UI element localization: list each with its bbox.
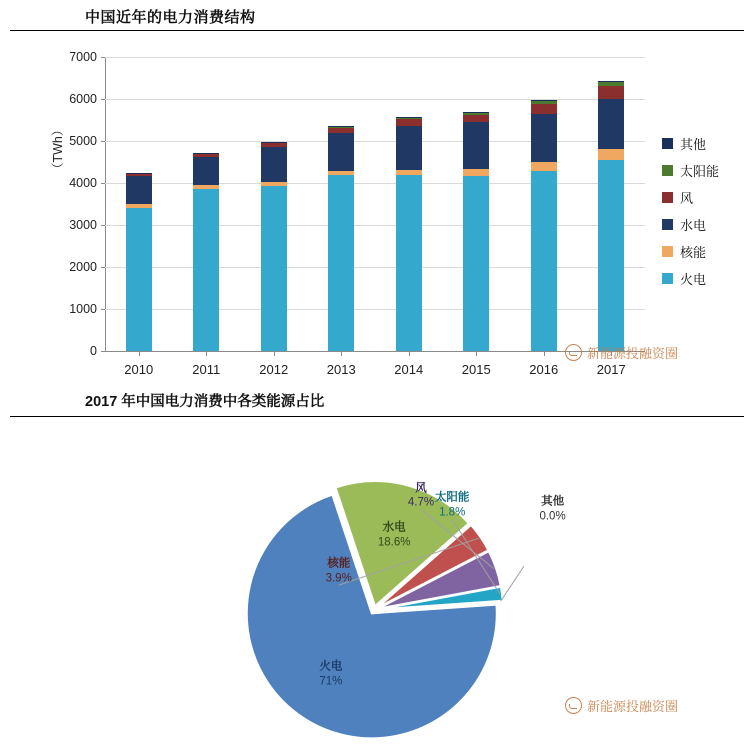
y-axis-tick bbox=[101, 351, 105, 352]
bar-segment bbox=[463, 176, 489, 351]
title-divider bbox=[10, 30, 744, 31]
pie-svg bbox=[224, 480, 524, 740]
y-axis-tick bbox=[101, 183, 105, 184]
y-axis-tick bbox=[101, 309, 105, 310]
y-axis-tick-label: 6000 bbox=[69, 92, 97, 106]
bar-segment bbox=[328, 175, 354, 351]
pie-slice-name: 其他 bbox=[541, 495, 565, 508]
bar-segment bbox=[328, 126, 354, 127]
bar-segment bbox=[463, 113, 489, 115]
pie-slice-label bbox=[435, 491, 470, 520]
pie-slice-name: 水电 bbox=[382, 521, 406, 534]
bar-segment bbox=[261, 186, 287, 351]
page-title: 中国近年的电力消费结构 bbox=[85, 9, 256, 26]
watermark-logo-icon bbox=[565, 344, 582, 361]
gridline bbox=[105, 267, 645, 268]
bar-segment bbox=[328, 171, 354, 176]
legend-swatch bbox=[662, 165, 673, 176]
bar-column bbox=[261, 142, 287, 351]
x-axis-tick bbox=[409, 352, 410, 356]
bar-segment bbox=[531, 104, 557, 114]
gridline bbox=[105, 225, 645, 226]
bar-segment bbox=[193, 189, 219, 351]
pie-slice-label bbox=[378, 521, 411, 550]
bar-segment bbox=[598, 81, 624, 82]
gridline bbox=[105, 57, 645, 58]
bar-segment bbox=[328, 127, 354, 133]
bar-segment bbox=[396, 126, 422, 170]
bar-column bbox=[463, 112, 489, 351]
pie-slice-value: 1.8% bbox=[439, 506, 466, 519]
y-axis-line bbox=[105, 57, 106, 352]
bar-segment bbox=[598, 149, 624, 159]
pie-slice-value: 3.9% bbox=[325, 572, 352, 585]
x-axis-tick bbox=[139, 352, 140, 356]
bar-column bbox=[531, 100, 557, 351]
watermark-logo-icon bbox=[565, 697, 582, 714]
bar-segment bbox=[396, 119, 422, 125]
x-axis-line bbox=[105, 351, 645, 352]
y-axis-tick-label: 2000 bbox=[69, 260, 97, 274]
bar-column bbox=[598, 81, 624, 351]
pie-slice-value: 0.0% bbox=[539, 510, 566, 523]
x-axis-tick-label: 2014 bbox=[394, 362, 424, 377]
bar-segment bbox=[531, 114, 557, 162]
watermark-text: 新能源投融资圈 bbox=[587, 346, 679, 361]
watermark-bottom bbox=[565, 696, 678, 715]
legend-label: 风 bbox=[680, 191, 694, 206]
x-axis-tick-label: 2015 bbox=[461, 362, 491, 377]
bar-segment bbox=[126, 204, 152, 207]
legend-item bbox=[662, 157, 750, 184]
x-axis-tick-label: 2011 bbox=[192, 362, 221, 377]
bar-chart-legend bbox=[662, 130, 750, 292]
bar-segment bbox=[463, 122, 489, 168]
x-axis-tick bbox=[476, 352, 477, 356]
y-axis-tick-label: 3000 bbox=[69, 218, 97, 232]
bar-segment bbox=[126, 176, 152, 205]
legend-swatch bbox=[662, 138, 673, 149]
legend-label: 核能 bbox=[680, 245, 707, 260]
bar-segment bbox=[598, 82, 624, 87]
bar-column bbox=[193, 154, 219, 351]
pie-slice-value: 18.6% bbox=[377, 536, 411, 549]
pie-slice-name: 太阳能 bbox=[434, 491, 470, 504]
pie-slice-name: 核能 bbox=[327, 557, 351, 570]
legend-item bbox=[662, 265, 750, 292]
bar-segment bbox=[396, 118, 422, 119]
y-axis-tick bbox=[101, 267, 105, 268]
bar-column bbox=[126, 173, 152, 351]
bar-segment bbox=[598, 99, 624, 149]
y-axis-tick-label: 0 bbox=[90, 344, 97, 358]
x-axis-tick-label: 2010 bbox=[124, 362, 154, 377]
legend-label: 水电 bbox=[680, 218, 707, 233]
bar-segment bbox=[193, 153, 219, 154]
pie-title-divider bbox=[10, 416, 744, 417]
bar-segment bbox=[463, 112, 489, 113]
legend-item bbox=[662, 211, 750, 238]
pie-chart-section bbox=[0, 418, 754, 756]
bar-segment bbox=[396, 117, 422, 118]
pie-chart-title: 2017 年中国电力消费中各类能源占比 bbox=[85, 394, 325, 410]
bar-segment bbox=[193, 157, 219, 185]
watermark-text: 新能源投融资圈 bbox=[587, 699, 679, 714]
bar-segment bbox=[531, 101, 557, 104]
bar-segment bbox=[531, 162, 557, 171]
legend-swatch bbox=[662, 273, 673, 284]
bar-segment bbox=[261, 147, 287, 182]
pie-slice-label bbox=[326, 557, 352, 586]
y-axis-tick-label: 4000 bbox=[69, 176, 97, 190]
legend-label: 其他 bbox=[680, 137, 707, 152]
legend-swatch bbox=[662, 246, 673, 257]
bar-segment bbox=[261, 182, 287, 186]
y-axis-tick-label: 5000 bbox=[69, 134, 97, 148]
pie-slice-name: 火电 bbox=[319, 661, 343, 674]
gridline bbox=[105, 141, 645, 142]
bar-segment bbox=[126, 174, 152, 176]
pie-slice-value: 4.7% bbox=[407, 496, 435, 509]
bar-segment bbox=[598, 160, 624, 351]
y-axis-tick-label: 7000 bbox=[69, 50, 97, 64]
bar-segment bbox=[261, 143, 287, 147]
x-axis-tick bbox=[274, 352, 275, 356]
x-axis-tick-label: 2013 bbox=[326, 362, 356, 377]
legend-swatch bbox=[662, 219, 673, 230]
pie-slice-label bbox=[319, 660, 342, 689]
legend-item bbox=[662, 130, 750, 157]
bar-segment bbox=[261, 142, 287, 143]
bar-segment bbox=[396, 170, 422, 176]
gridline bbox=[105, 99, 645, 100]
bar-column bbox=[396, 118, 422, 351]
x-axis-tick bbox=[341, 352, 342, 356]
legend-swatch bbox=[662, 192, 673, 203]
y-axis-tick-label: 1000 bbox=[69, 302, 97, 316]
bar-segment bbox=[328, 133, 354, 170]
bar-segment bbox=[396, 175, 422, 351]
y-axis-tick bbox=[101, 57, 105, 58]
pie-plot-area bbox=[224, 480, 566, 740]
y-axis-label: （TWh） bbox=[51, 123, 65, 175]
bar-segment bbox=[193, 185, 219, 189]
bar-segment bbox=[598, 86, 624, 99]
bar-segment bbox=[463, 115, 489, 123]
y-axis-tick bbox=[101, 99, 105, 100]
bar-segment bbox=[126, 173, 152, 174]
legend-item bbox=[662, 238, 750, 265]
watermark-top bbox=[565, 343, 678, 362]
y-axis-tick bbox=[101, 141, 105, 142]
y-axis-tick bbox=[101, 225, 105, 226]
pie-slice-label bbox=[408, 481, 434, 510]
legend-label: 太阳能 bbox=[680, 164, 720, 179]
pie-leader-line bbox=[501, 523, 524, 601]
bar-segment bbox=[531, 100, 557, 101]
legend-label: 火电 bbox=[680, 272, 707, 287]
legend-item bbox=[662, 184, 750, 211]
bar-segment bbox=[126, 208, 152, 351]
x-axis-tick-label: 2016 bbox=[529, 362, 559, 377]
pie-slice-label bbox=[539, 495, 565, 524]
bar-segment bbox=[531, 171, 557, 351]
pie-slice-name: 风 bbox=[415, 482, 427, 495]
x-axis-tick bbox=[206, 352, 207, 356]
pie-slice-value: 71% bbox=[319, 675, 343, 688]
gridline bbox=[105, 309, 645, 310]
bar-segment bbox=[463, 169, 489, 176]
bar-segment bbox=[193, 154, 219, 157]
gridline bbox=[105, 183, 645, 184]
x-axis-tick bbox=[544, 352, 545, 356]
x-axis-tick-label: 2012 bbox=[259, 362, 289, 377]
bar-column bbox=[328, 127, 354, 351]
x-axis-tick-label: 2017 bbox=[596, 362, 626, 377]
